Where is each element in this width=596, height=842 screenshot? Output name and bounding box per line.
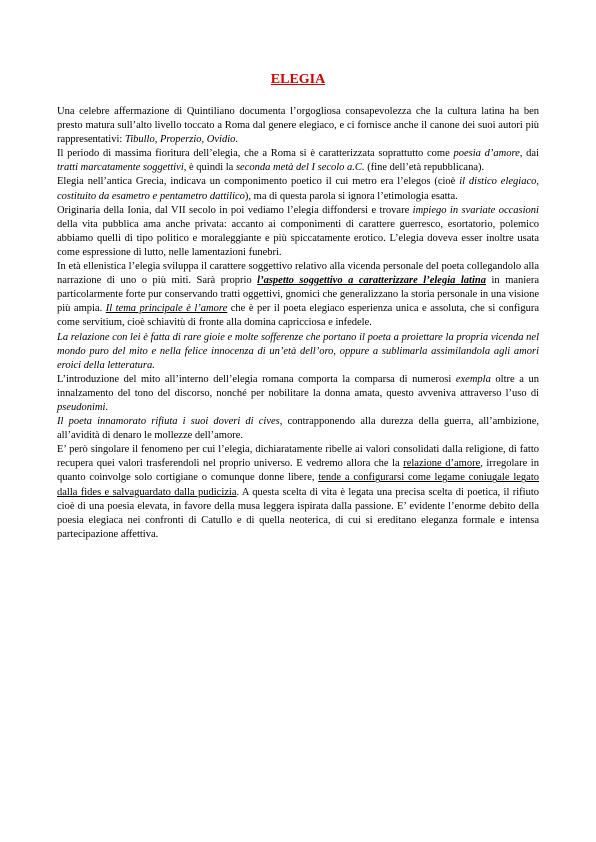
paragraph-ellenistica [57,260,539,330]
document-title: ELEGIA [270,72,326,87]
paragraph-ionia [57,204,539,260]
italic-run: seconda metà del I secolo a.C. [235,162,365,174]
italic-run: exempla [455,373,491,385]
document-body [57,105,539,542]
text-run: , irregolare in quanto coinvolge solo cortigiane o comunque donne libere, [57,458,539,484]
italic-run: La relazione con lei è fatta di rare gioie e molte sofferenze che portano il poeta a proiettare la propria vicenda nel mondo puro del mito e nella felice innocenza di un’età dell’oro, oppure a sublimarla assimilandola agli amori eroici della letteratura. [57,331,539,371]
italic-run: pseudonimi [57,401,106,413]
text-run: E’ però singolare il fenomeno per cui l’elegia, dichiaratamente ribelle ai valori consolidati dalla religione, di fatto recupera quei valori trasferendoli nel proprio universo. E vedremo allora che la [57,444,539,470]
italic-run: il distico elegiaco, costituito da esametro e pentametro dattilico [57,176,539,202]
italic-run: tratti marcatamente soggettivi [57,162,184,174]
text-run: Una celebre affermazione di Quintiliano documenta l’orgogliosa consapevolezza che la cultura latina ha ben presto matura sull’alto livello toccato a Roma dal genere elegiaco, e ci fornisce anche il canone dei suoi autori più rappresentativi: [57,106,539,146]
text-run: . A questa scelta di vita è legata una precisa scelta di poetica, il rifiuto cioè di una poesia elevata, in favore della musa leggera ispirata dalla passione. E’ evidente l’enorme debito della poesia elegiaca nei confronti di Catullo e di quella neoterica, di cui si ereditano eleganza formale e intensa partecipazione affettiva. [57,486,539,540]
text-run: . [105,401,109,413]
text-run: , è quindi la [183,162,236,174]
paragraph-fenomeno [57,443,539,542]
text-run: Originaria della Ionia, dal VII secolo in poi vediamo l’elegia diffondersi e trovare [57,204,413,216]
text-run: oltre a un innalzamento del tono del discorso, nonché per nobilitare la donna amata, questo avveniva attraverso l’uso di [57,373,540,399]
text-run: Elegia nell’antica Grecia, indicava un componimento poetico il cui metro era l’elegos (cioè [57,176,460,188]
paragraph-fioritura [57,147,539,175]
text-run: L’introduzione del mito all’interno dell’elegia romana comporta la comparsa di numerosi [57,373,456,385]
italic-underlined-run: Il tema principale è l’amore [105,303,228,315]
text-run: ), ma di questa parola si ignora l’etimologia esatta. [244,190,458,202]
italic-run: Tibullo, Properzio, Ovidio [124,134,236,146]
paragraph-quintiliano [57,105,539,147]
underlined-run: relazione d’amore [403,458,481,470]
text-run: , contrapponendo alla durezza della guerra, all’ambizione, all’avidità di denaro le mollezze dell’amore. [57,416,539,442]
text-run: (fine dell’età repubblicana). [364,162,485,174]
text-run: In età ellenistica l’elegia sviluppa il carattere soggettivo relativo alla vicenda personale del poeta collegandolo alla narrazione di uno o più miti. Sarà proprio [57,261,539,287]
text-run: della vita pubblica ama anche privata: accanto ai componimenti di carattere guerresco, esortatorio, polemico abbiamo quelli di tipo politico e moraleggiante e più spiccatamente erotico. L’elegia doveva esser inoltre usata come espressione di lutto, nelle lamentazioni funebri. [57,218,539,258]
underlined-run: tende a configurarsi come legame coniugale legato dalla fides e salvaguardato dalla pudicizia [57,472,539,498]
text-run: . [235,134,239,146]
text-run: in maniera particolarmente forte pur conservando tratti oggettivi, gnomici che generalizzano la storia personale in una visione più ampia. [57,275,540,315]
italic-run: Il poeta innamorato rifiuta i suoi doveri di cives [57,416,280,428]
text-run: che è per il poeta elegiaco esperienza unica e assoluta, che si configura come servitium, cioè schiavitù di fronte alla domina capricciosa e infedele. [57,303,539,329]
italic-run: impiego in svariate occasioni [412,204,539,216]
paragraph-cives [57,415,539,443]
bold-underlined-run: l’aspetto soggettivo a caratterizzare l’elegia latina [257,275,486,287]
paragraph-grecia [57,175,539,203]
italic-run: poesia d’amore [453,148,520,160]
text-run: , dai [519,148,539,160]
text-run: Il periodo di massima fioritura dell’elegia, che a Roma si è caratterizzata soprattutto come [57,148,454,160]
paragraph-mito [57,373,539,415]
paragraph-relazione [57,331,539,373]
